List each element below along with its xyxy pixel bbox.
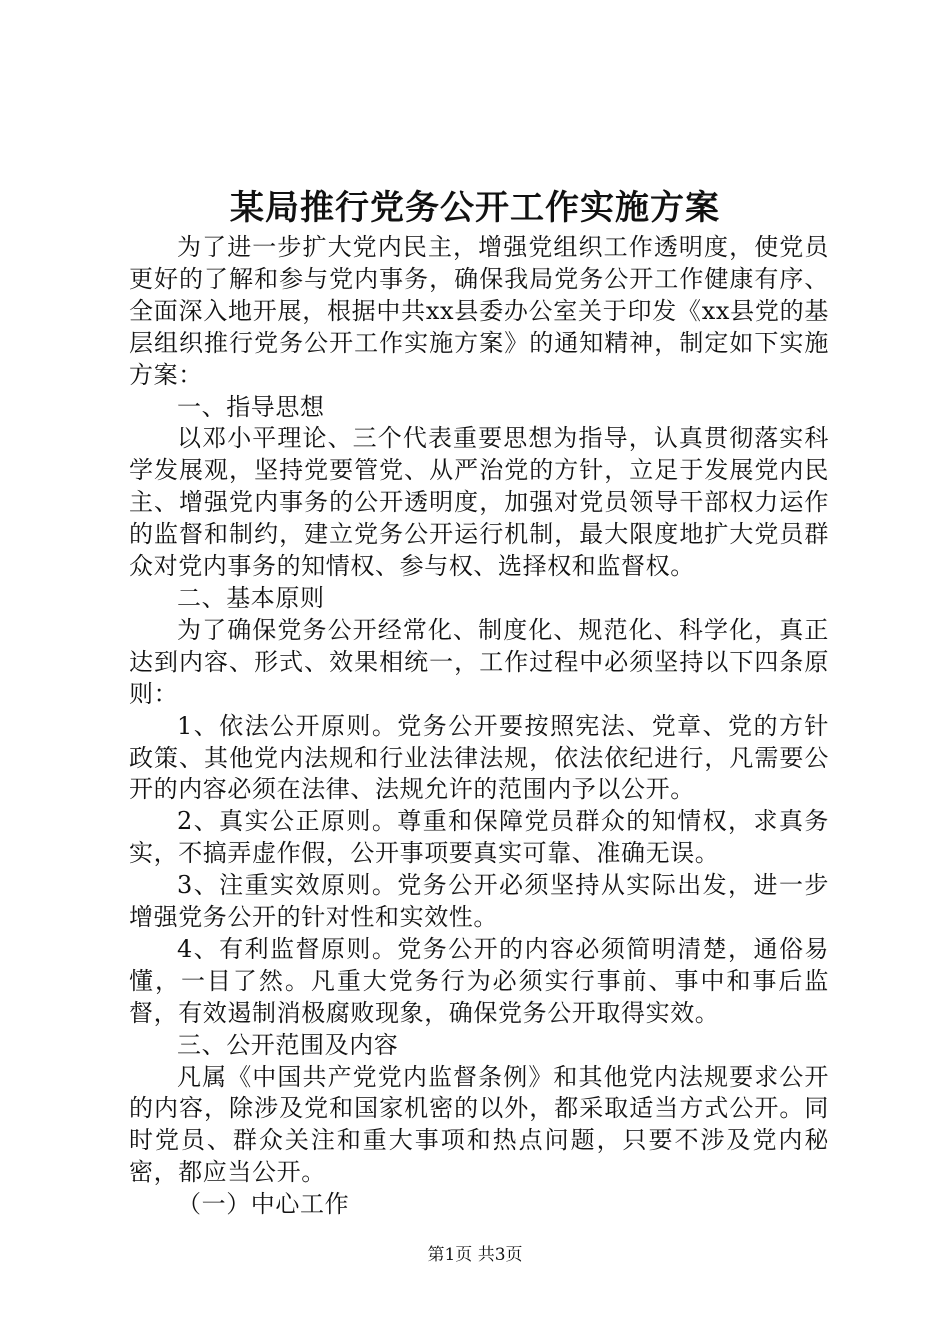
- page-footer: 第1页 共3页: [427, 1245, 523, 1265]
- scope-content-paragraph: 凡属《中国共产党党内监督条例》和其他党内法规要求公开的内容，除涉及党和国家机密的以外，都采取适当方式公开。同时党员、群众关注和重大事项和热点问题，只要不涉及党内秘密，都应当公开。: [129, 1062, 829, 1187]
- subsection-heading-central-work: （一）中心工作: [177, 1190, 350, 1219]
- principle-1-paragraph: 1、依法公开原则。党务公开要按照宪法、党章、党的方针政策、其他党内法规和行业法律法规，依法依纪进行，凡需要公开的内容必须在法律、法规允许的范围内予以公开。: [129, 711, 829, 804]
- principles-intro-paragraph: 为了确保党务公开经常化、制度化、规范化、科学化，真正达到内容、形式、效果相统一，工作过程中必须坚持以下四条原则：: [129, 615, 829, 708]
- principle-2-paragraph: 2、真实公正原则。尊重和保障党员群众的知情权，求真务实，不搞弄虚作假，公开事项要真实可靠、准确无误。: [129, 807, 829, 868]
- document-title: 某局推行党务公开工作实施方案: [230, 188, 720, 228]
- guiding-thought-paragraph: 以邓小平理论、三个代表重要思想为指导，认真贯彻落实科学发展观，坚持党要管党、从严治党的方针，立足于发展党内民主、增强党内事务的公开透明度，加强对党员领导干部权力运作的监督和制约，建立党务公开运行机制，最大限度地扩大党员群众对党内事务的知情权、参与权、选择权和监督权。: [129, 424, 829, 581]
- section-heading-scope-content: 三、公开范围及内容: [177, 1030, 399, 1059]
- section-heading-guiding-thought: 一、指导思想: [177, 392, 325, 421]
- intro-paragraph: 为了进一步扩大党内民主，增强党组织工作透明度，使党员更好的了解和参与党内事务，确保我局党务公开工作健康有序、全面深入地开展，根据中共xx县委办公室关于印发《xx县党的基层组织推行党务公开工作实施方案》的通知精神，制定如下实施方案：: [129, 233, 829, 389]
- principle-3-paragraph: 3、注重实效原则。党务公开必须坚持从实际出发，进一步增强党务公开的针对性和实效性。: [129, 871, 829, 932]
- section-heading-basic-principles: 二、基本原则: [177, 583, 325, 612]
- document-body: [129, 232, 829, 1221]
- principle-4-paragraph: 4、有利监督原则。党务公开的内容必须简明清楚，通俗易懂，一目了然。凡重大党务行为必须实行事前、事中和事后监督，有效遏制消极腐败现象，确保党务公开取得实效。: [129, 934, 829, 1027]
